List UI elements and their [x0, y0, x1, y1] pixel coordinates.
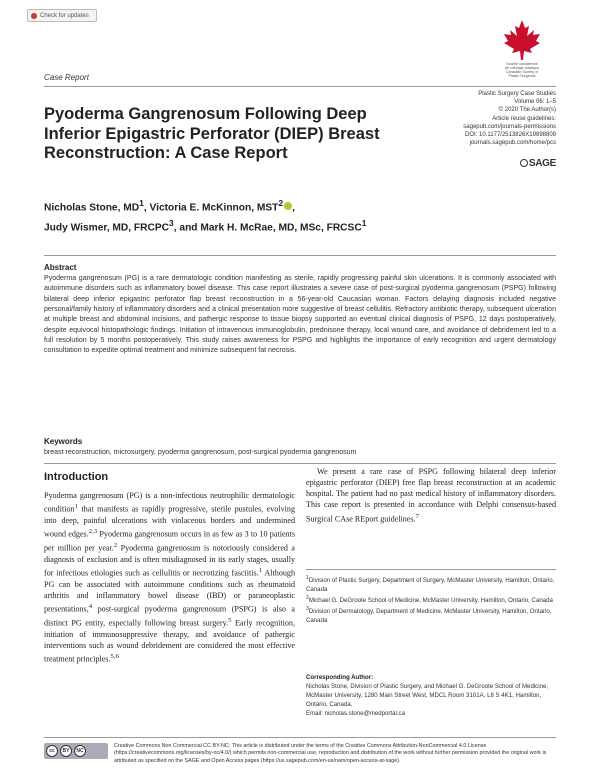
author-name[interactable]: Victoria E. McKinnon, MST — [149, 202, 279, 214]
affiliation-text: Division of Dermatology, Department of Medicine, McMaster University, Hamilton, Ontario, Canada — [306, 608, 552, 625]
author-list — [44, 196, 544, 236]
citation-sup[interactable]: 2 — [113, 542, 118, 549]
citation-sup[interactable]: 7 — [415, 512, 419, 520]
reuse-label: Article reuse guidelines: — [492, 115, 556, 122]
author-affiliation-sup: 1 — [361, 217, 367, 228]
article-type-label: Case Report — [44, 73, 89, 82]
author-affiliation-sup: 3 — [169, 217, 174, 228]
cc-icon: cc — [46, 745, 58, 757]
journal-volume: Volume 06: 1–5 — [514, 99, 556, 106]
author-affiliation-sup: 1 — [139, 198, 144, 208]
cc-license-badge[interactable] — [44, 743, 108, 759]
journal-logo-line-1: Société canadienne — [506, 62, 538, 66]
maple-leaf-logo — [492, 18, 552, 78]
journal-logo-line-3: Canadian Society of — [505, 70, 539, 74]
citation-sup[interactable]: 1 — [258, 567, 263, 574]
copyright-line: © 2020 The Author(s) — [498, 107, 556, 114]
doi-link[interactable]: DOI: 10.1177/2513826X19898809 — [465, 132, 556, 139]
abstract-heading: Abstract — [44, 263, 77, 272]
abstract-divider-top — [44, 255, 556, 256]
sage-icon — [520, 159, 528, 167]
corresponding-author — [306, 673, 556, 718]
journal-meta — [426, 90, 556, 147]
affiliation-text: Division of Plastic Surgery, Department of Surgery, McMaster University, Hamilton, Ontario, Canada — [306, 577, 555, 594]
sage-publisher-logo — [520, 158, 556, 169]
author-name[interactable]: Nicholas Stone, MD — [44, 202, 140, 214]
introduction-paragraph — [44, 490, 295, 665]
author-separator: , — [143, 202, 150, 214]
header-divider — [44, 86, 556, 87]
author-separator: , — [292, 202, 295, 214]
affiliation-item — [306, 605, 556, 625]
citation-sup[interactable]: 2,3 — [88, 528, 98, 536]
affiliation-sup: 1 — [306, 575, 309, 581]
body-text: We present a rare case of PSPG following bilateral deep inferior epigastric perforator (DIEP) free flap breast reconstruction at an academic hospital. The patient had no past medical history of inflammatory disorders. This case report is presented in accordance with Delphi consensus-based Surgical CAse REport guidelines. — [306, 467, 556, 524]
body-text: Pyoderma gangrenosum occurs in as few as 3 to 10 patients per million per year. — [44, 529, 295, 553]
journal-name: Plastic Surgery Case Studies — [478, 91, 556, 97]
affiliation-item — [306, 594, 556, 605]
affiliation-text: Michael G. DeGroote School of Medicine, McMaster University, Hamilton, Ontario, Canada — [308, 597, 553, 605]
citation-sup[interactable]: 5,6 — [110, 653, 119, 661]
article-title: Pyoderma Gangrenosum Following Deep Inferior Epigastric Perforator (DIEP) Breast Reconstruction: A Case Report — [44, 105, 380, 162]
journal-logo-line-2: de chirurgie plastique — [504, 66, 540, 70]
keywords-heading: Keywords — [44, 437, 83, 446]
footer-divider — [44, 737, 556, 738]
case-summary-paragraph — [306, 466, 556, 524]
affiliation-item — [306, 574, 556, 594]
body-text: that manifests as rapidly progressive, sterile pustules, evolving into deep, painful ulcerations with violaceous borders and undermined wound edges. — [44, 504, 295, 539]
by-icon: BY — [60, 745, 72, 757]
citation-sup[interactable]: 4 — [88, 603, 93, 611]
body-text: post-surgical pyoderma gangrenosum (PSPG) is also a distinct PG entity, especially following breast surgery. — [44, 604, 295, 628]
check-for-updates-badge[interactable] — [27, 9, 97, 22]
corresponding-author-heading: Corresponding Author: — [306, 674, 374, 681]
journal-logo-line-4: Plastic Surgeons — [508, 74, 536, 78]
check-for-updates-label: Check for updates — [40, 13, 89, 19]
body-text: Early recognition, initiation of immunosuppressive therapy, and avoidance of pathergic interventions such as wound debridement are considered the most effective treatment principles. — [44, 618, 295, 664]
journal-home-link[interactable]: journals.sagepub.com/home/pcs — [469, 140, 556, 147]
author-separator: , and — [173, 222, 201, 234]
affiliation-sup: 2 — [306, 595, 309, 602]
author-affiliation-sup: 2 — [278, 198, 284, 208]
publisher-name: SAGE — [528, 158, 556, 169]
abstract-text: Pyoderma gangrenosum (PG) is a rare dermatologic condition manifesting as sterile, rapidly progressing painful skin ulcerations. It is commonly associated with autoimmune disorders such as inflammatory bowel disease. This case report illustrates a severe case of post-surgical pyoderma gangrenosum (PSPG) following bilateral deep inferior epigastric perforator flap breast reconstruction in a 56-year-old Caucasian woman. Factors delaying diagnosis included negative personal/family history of inflammatory disorders and a clinical presentation more suggestive of breast cellulitis. Refractory antibiotic therapy, subsequent ulceration at multiple breast and abdominal incisions, and pathergic response to tissue biopsy supported an eventual clinical diagnosis of PSPG, 12 days postoperatively, despite equivocal histopathologic findings. Initiation of intravenous immunoglobulin, prednisone therapy, local wound care, and avoidance of debridement led to a full resolution by 5 months postoperatively. This study raises awareness for PSPG and highlights the importance of early recognition and urgent dermatology consultation to expedite optimal treatment and minimize subsequent fat necrosis. — [44, 275, 556, 355]
corresponding-author-address: Nicholas Stone, Division of Plastic Surgery, and Michael G. DeGroote School of Medicine, McMaster University, 1280 Main Street West, MDCL Room 3101A, L8 S 4K1, Hamilton, Ontario, Canada. — [306, 683, 549, 709]
permissions-link[interactable]: sagepub.com/journals-permissions — [463, 123, 556, 130]
body-text: Pyoderma gangrenosum (PG) is a non-infectious neutrophilic dermatologic condition — [44, 491, 295, 514]
body-text: Pyoderma gangrenosum is notoriously considered a diagnosis of exclusion and is often misdiagnosed in its early stages, usually for infectious etiologies such as cellulitis or necrotizing fasciitis. — [44, 543, 295, 578]
author-name[interactable]: Judy Wismer, MD, FRCPC — [44, 222, 170, 234]
keywords-text: breast reconstruction, microsurgery, pyoderma gangrenosum, post-surgical pyoderma gangrenosum — [44, 449, 357, 456]
nc-icon: NC — [74, 745, 86, 757]
corresponding-author-email[interactable]: Email: nicholas.stone@medportal.ca — [306, 710, 405, 718]
author-name[interactable]: Mark H. McRae, MD, MSc, FRCSC — [200, 222, 362, 234]
affiliation-divider — [306, 569, 556, 570]
orcid-icon[interactable] — [284, 202, 292, 210]
citation-sup[interactable]: 1 — [74, 503, 78, 511]
license-text: Creative Commons Non Commercial CC BY-NC: This article is distributed under the terms of the Creative Commons Attribution-NonCommercial 4.0 License (https://creativecommons.org/licenses/by-nc/4.0/) which permits non-commercial use, reproduction and distribution of the work without further permission provided the original work is attributed as specified on the SAGE and Open Access pages (https://us.sagepub.com/en-us/nam/open-access-at-sage). — [114, 743, 547, 764]
affiliation-sup: 3 — [306, 606, 309, 613]
crossmark-icon — [31, 13, 37, 19]
introduction-heading: Introduction — [44, 471, 109, 483]
affiliations — [306, 574, 556, 626]
citation-sup[interactable]: 5 — [228, 617, 232, 624]
body-text: Although PG can be associated with autoimmune conditions such as rheumatoid arthritis and inflammatory bowel disease (IBD) or paraneoplastic presentations, — [44, 568, 296, 614]
maple-leaf-icon — [504, 20, 540, 60]
abstract-divider-bottom — [44, 463, 556, 464]
